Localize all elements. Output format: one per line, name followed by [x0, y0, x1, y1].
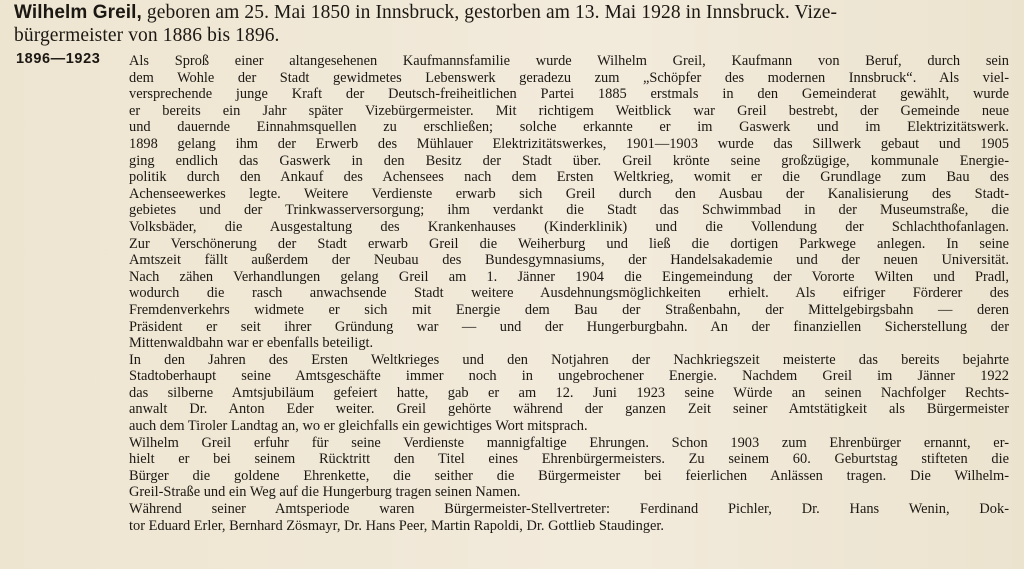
- text-line: gebietes und der Trinkwasserversorgung; ihm verdankt die Stadt das Schwimmbad in der Museumstraße, die: [129, 202, 1009, 219]
- text-line: Bürger die goldene Ehrenkette, die seither die Bürgermeister bei feierlichen Anlässen tragen. Die Wilhelm-: [129, 467, 1009, 484]
- entry-heading: [14, 1, 1014, 47]
- text-line: wodurch die rasch anwachsende Stadt weitere Ausdehnungsmöglichkeiten erhielt. Als eifriger Förderer des: [129, 285, 1009, 302]
- biography-text: [129, 53, 1009, 534]
- text-line: Achenseewerkes legte. Weitere Verdienste erwarb sich Greil durch den Ausbau der Kanalisierung des Stadt-: [129, 185, 1009, 202]
- text-line: auch dem Tiroler Landtag an, wo er gleichfalls ein gewichtiges Wort mitsprach.: [129, 418, 588, 435]
- text-line: Fremdenverkehrs widmete er sich mit Energie dem Bau der Straßenbahn, der Mittelgebirgsbahn — deren: [129, 301, 1009, 318]
- text-line: Stadtoberhaupt seine Amtsgeschäfte immer noch in ungebrochener Energie. Nachdem Greil im Jänner 1922: [129, 368, 1009, 385]
- heading-line-1-text: geboren am 25. Mai 1850 in Innsbruck, gestorben am 13. Mai 1928 in Innsbruck. Vize-: [141, 2, 838, 23]
- text-line: ging endlich das Gaswerk in den Besitz der Stadt über. Greil krönte seine großzügige, kommunale Energie-: [129, 152, 1009, 169]
- text-line: Zur Verschönerung der Stadt erwarb Greil die Weiherburg und ließ die dortigen Parkwege anlegen. In seine: [129, 235, 1009, 252]
- text-line: Präsident er seit ihrer Gründung war — und der Hungerburgbahn. An der finanziellen Sicherstellung der: [129, 318, 1009, 335]
- text-line: dem Wohle der Stadt gewidmetes Lebenswerk geradezu zum „Schöpfer des modernen Innsbruck“. Als viel-: [129, 69, 1009, 86]
- text-line: anwalt Dr. Anton Eder weiter. Greil gehörte während der ganzen Zeit seiner Amtstätigkeit als Bürgermeister: [129, 401, 1009, 418]
- text-line: Amtszeit fällt außerdem der Neubau des Bundesgymnasiums, der Handelsakademie und der neuen Universität.: [129, 252, 1009, 269]
- text-line: Volksbäder, die Ausgestaltung des Krankenhauses (Kinderklinik) und die Vollendung der Schlachthofanlagen.: [129, 218, 1009, 235]
- text-line: politik durch den Ankauf des Achensees nach dem Ersten Weltkrieg, womit er die Grundlage zum Bau des: [129, 169, 1009, 186]
- text-line: Während seiner Amtsperiode waren Bürgermeister-Stellvertreter: Ferdinand Pichler, Dr. Hans Wenin, Dok-: [129, 501, 1009, 518]
- text-line: Wilhelm Greil erfuhr für seine Verdienste mannigfaltige Ehrungen. Schon 1903 zum Ehrenbürger ernannt, er-: [129, 434, 1009, 451]
- text-line: 1898 gelang ihm der Erwerb des Mühlauer Elektrizitätswerkes, 1901—1903 wurde das Sillwerk gebaut und 1905: [129, 135, 1009, 152]
- text-line: Als Sproß einer altangesehenen Kaufmannsfamilie wurde Wilhelm Greil, Kaufmann von Beruf, durch sein: [129, 53, 1009, 69]
- text-line: versprechende junge Kraft der Deutsch-freiheitlichen Partei 1885 erstmals in den Gemeinderat gewählt, wurde: [129, 86, 1009, 103]
- text-line: das silberne Amtsjubiläum gefeiert hatte, gab er am 12. Juni 1923 seine Würde an seinen Nachfolger Rechts-: [129, 384, 1009, 401]
- entry-name: Wilhelm Greil,: [14, 2, 142, 23]
- text-line: hielt er bei seinem Rücktritt den Titel eines Ehrenbürgermeisters. Zu seinem 60. Geburtstag stifteten die: [129, 451, 1009, 468]
- text-line: Greil-Straße und ein Weg auf die Hungerburg tragen seinen Namen.: [129, 484, 521, 501]
- text-line: Nach zähen Verhandlungen gelang Greil am 1. Jänner 1904 die Eingemeindung der Vororte Wilten und Pradl,: [129, 268, 1009, 285]
- heading-line-2: bürgermeister von 1886 bis 1896.: [14, 25, 280, 46]
- text-line: In den Jahren des Ersten Weltkrieges und den Notjahren der Nachkriegszeit meisterte das bereits bejahrte: [129, 351, 1009, 368]
- heading-line-1: [14, 1, 1014, 24]
- text-line: Mittenwaldbahn war er ebenfalls beteiligt.: [129, 335, 374, 352]
- text-line: tor Eduard Erler, Bernhard Zösmayr, Dr. Hans Peer, Martin Rapoldi, Dr. Gottlieb Staudinger.: [129, 517, 665, 534]
- term-years: 1896—1923: [16, 51, 101, 67]
- text-line: er bereits ein Jahr später Vizebürgermeister. Mit richtigem Weitblick war Greil bestrebt, der Gemeinde neue: [129, 102, 1009, 119]
- text-line: und dauernde Einnahmsquellen zu erschließen; solche erkannte er im Gaswerk und im Elektrizitätswerk.: [129, 119, 1009, 136]
